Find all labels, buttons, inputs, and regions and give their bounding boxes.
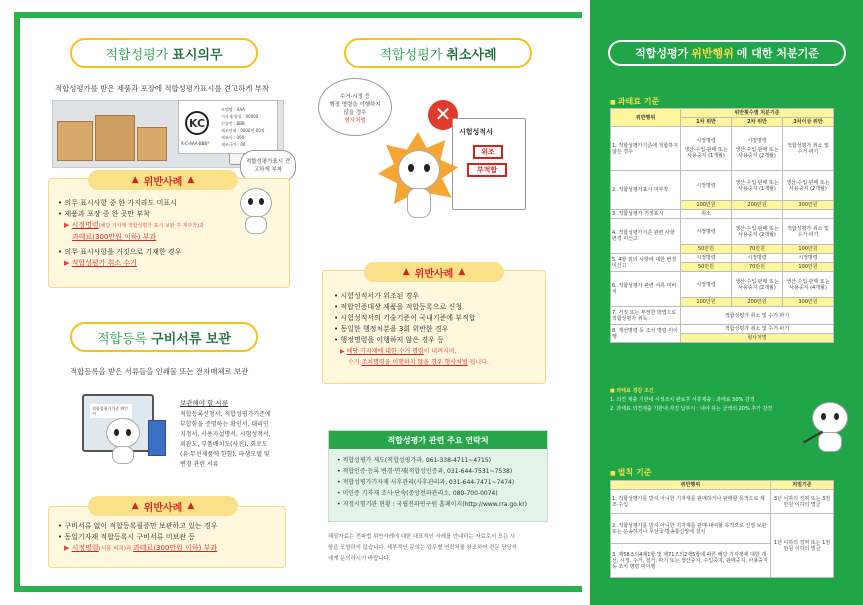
- kc-code: R-C-AAA-BBB*: [181, 141, 210, 146]
- documents-line: 지정서, 사용자설명서, 시험성적서,: [180, 431, 271, 438]
- documents-line: (유·무선제품에 한함), 파생모델 및: [180, 451, 270, 458]
- documents-list: [180, 410, 271, 470]
- list-item: [334, 346, 539, 357]
- header-third: 3차이상 위반: [783, 118, 834, 127]
- penalty-text: 시정명령: [71, 544, 99, 552]
- merged-cell: 형사처벌: [681, 334, 834, 343]
- act-cell: 1. 적합성평가를 받지 아니한 기자재를 판매하거나 판매할 목적으로 제조·수입: [611, 490, 771, 514]
- violation-case-heading: [364, 262, 504, 282]
- penalty-detail: 수거: [348, 359, 362, 366]
- list-item: [58, 220, 243, 232]
- cell-line: 시정명령: [696, 138, 716, 144]
- title-part: 구비서류 보관: [151, 331, 232, 347]
- header-first: 1차 위반: [681, 118, 732, 127]
- title-part: 에 대한 처분기준: [736, 47, 819, 60]
- list-item: [58, 232, 243, 243]
- disclaimer: [328, 532, 550, 565]
- list-item: • 구비서류 없이 적합등록필증만 보관하고 있는 경우: [58, 522, 218, 530]
- list-item: [58, 543, 283, 555]
- penalty-text: 해당 기자재에 대한 수거 명령: [346, 348, 424, 355]
- list-item: • 시험성적서의 기술기준이 국내기준에 부적합: [334, 314, 476, 322]
- act-cell: 7. 거짓 또는 부정한 방법으로 적합성평가 취득: [611, 307, 681, 325]
- contact-item: • 미인증 기자재 조사·단속(중앙전파관리소, 080-700-0074): [337, 490, 498, 497]
- contacts-title: 적합성평가 관련 주요 연락처: [329, 431, 547, 449]
- header-penalty: 처벌기준: [771, 481, 834, 490]
- warning-icon: ▲: [187, 501, 195, 511]
- title-part: 적합성평가: [105, 47, 169, 63]
- list-item: • 의무 표시사항 중 한 가지라도 미표시: [58, 199, 177, 207]
- fine-cell: 50만원: [681, 263, 732, 272]
- cell: [783, 210, 834, 219]
- contact-item: • 지정시험기관 현황 : 국립전파연구원 홈페이지(http://www.rra.go.kr): [337, 501, 527, 508]
- table-row: [611, 307, 834, 325]
- merged-cell: 적합성평가 취소 및 수거·파기: [681, 325, 834, 334]
- reduction-title: ■ 과태료 경감 조건: [610, 388, 654, 394]
- act-cell: 1. 적합성평가기준에 적합하지 않은 경우: [611, 127, 681, 171]
- section-title-cancellation: [344, 38, 532, 68]
- fine-cell: 200만원: [732, 298, 783, 307]
- label-lines: [221, 106, 265, 148]
- cell: 시정명령: [681, 219, 732, 245]
- penalty-text: 과태료(300만원 이하) 부과: [72, 233, 157, 241]
- mascot-character-icon: [104, 418, 142, 466]
- penalty-cell: 3년 이하의 징역 또는 3천만원 이하의 벌금: [771, 490, 834, 514]
- documents-line: 적합등록신청서, 적합성평가기준에: [180, 411, 271, 418]
- disclaimer-line: 해당자료는 전파법 위반사례에 대한 대표적인 사례를 안내하는 자료로서 모든 사: [328, 534, 516, 540]
- label-line: 기자재 명칭 : 00000: [221, 114, 259, 119]
- label-line: 모델명 : AAA: [221, 107, 245, 112]
- display-obligation-desc: 적합성평가를 받은 제품과 포장에 적합성평가표시를 견고하게 부착: [55, 84, 270, 93]
- violation-list: [334, 291, 539, 368]
- cell-line: 생산·수입·판매 또는 사용중지 (1개월): [684, 147, 728, 159]
- cell: 생산·수입·판매 또는 사용중지 (2개월): [732, 219, 783, 245]
- cell: 생산·수입·판매 또는 사용중지 (1개월): [732, 171, 783, 201]
- table-header-row: [611, 481, 834, 490]
- disclaimer-line: 항을 포함하지 않습니다. 세부적인 문의는 업무별 연락처를 참조하여 전문 담당자: [328, 545, 517, 551]
- act-cell: 8. 개선명령 등 조치 명령 미이행: [611, 325, 681, 343]
- title-part: 표시의무: [172, 47, 223, 63]
- violation-list: [58, 198, 243, 269]
- title-part: 위반행위: [691, 47, 734, 60]
- binder-icon: [148, 420, 166, 456]
- act-cell: 2. 적합성평가표시 미부착: [611, 171, 681, 210]
- cell: 시정명령: [681, 171, 732, 201]
- list-item: • 동일기자재 적합등록시 구비서류 미보관 등: [58, 533, 195, 541]
- cell-line: 시정명령: [747, 138, 767, 144]
- table-row: [611, 210, 834, 219]
- violation-case-heading: [88, 496, 238, 516]
- list-item: • 시험성적서가 위조된 경우: [334, 292, 420, 300]
- list-item: • 적합인증대상 제품을 적합등록으로 신청: [334, 303, 462, 311]
- header-act: 위반행위: [611, 109, 681, 127]
- cell: 시정명령: [783, 254, 834, 263]
- bubble-line: 형사처벌: [344, 118, 366, 124]
- cell: [681, 127, 732, 171]
- penalty-standards-heading: ■ 벌칙 기준: [610, 467, 651, 478]
- table-row: [611, 171, 834, 201]
- arrow-text: ▶: [64, 544, 72, 552]
- reduction-conditions: [610, 387, 790, 414]
- bubble-line: 행정 명령을 이행하지: [329, 102, 381, 108]
- penalty-detail: (해당 기자재 적합성평가 표시 보완 후 재부착)과: [98, 223, 204, 229]
- label-line: 제조국가 : 00: [221, 142, 246, 147]
- mascot-character-icon: [236, 188, 276, 236]
- box-icon: [95, 115, 135, 161]
- warning-icon: ▲: [458, 267, 466, 277]
- title-part: 적합성평가: [379, 47, 443, 63]
- fine-standards-table: [610, 108, 834, 343]
- heading-text: 위반사례: [143, 502, 183, 514]
- fine-cell: 100만원: [681, 298, 732, 307]
- test-report-document: [452, 118, 526, 210]
- penalty-text: 과태료(300만원 이하) 부과: [133, 544, 218, 552]
- act-cell: 3. 적합성평가 거짓표시: [611, 210, 681, 219]
- arrow-text: ▶: [340, 348, 347, 355]
- warning-icon: ▲: [131, 501, 139, 511]
- table-header-row: [611, 109, 834, 118]
- box-icon: [57, 121, 93, 161]
- label-line: 신청인 : BBB: [221, 121, 245, 126]
- table-row: [611, 272, 834, 298]
- cell-line: 생산·수입·판매 또는 사용중지 (2개월): [735, 147, 779, 159]
- contact-item: • 적합성평가기자재 사후관리(사후관리과, 031-644-7471~7474): [337, 479, 515, 486]
- documents-line: 외관도, 부품배치도(사진), 회로도: [180, 441, 268, 448]
- fine-cell: 50만원: [681, 245, 732, 254]
- cell: [732, 127, 783, 171]
- table-row: [611, 219, 834, 245]
- header-group: 위반횟수별 처분기준: [681, 109, 834, 118]
- table-row: [611, 254, 834, 263]
- fine-cell: 300만원: [783, 201, 834, 210]
- fine-cell: 300만원: [783, 298, 834, 307]
- table-row: [611, 514, 834, 544]
- penalty-text: 적합성평가 취소 수거: [71, 259, 137, 267]
- section-title-display-obligation: [70, 38, 258, 68]
- cell: 시정명령: [681, 254, 732, 263]
- title-part: 적합성평가: [635, 47, 689, 60]
- disclaimer-line: 에게 문의하시기 바랍니다.: [328, 556, 391, 562]
- screen-label: 적합성평가기준 확인서: [90, 404, 132, 418]
- kc-mark-icon: KC: [185, 111, 209, 135]
- header-act: 위반행위: [611, 481, 771, 490]
- cell: 적합성평가 취소 및 수거·파기: [783, 127, 834, 171]
- title-part: 취소사례: [446, 47, 497, 63]
- table-row: [611, 490, 834, 514]
- penalty-detail: 이 내려지며,: [423, 348, 457, 355]
- disposal-standards-title: [608, 40, 846, 66]
- fine-cell: 100만원: [783, 263, 834, 272]
- documents-line: 변경 관련 서류: [180, 461, 219, 468]
- cell: 시정명령: [681, 272, 732, 298]
- list-item: [58, 258, 243, 269]
- warning-icon: ▲: [402, 267, 410, 277]
- arrow-text: ▶: [64, 221, 72, 229]
- box-icon: [137, 127, 167, 161]
- reduction-item: 2. 과태료 의견제출 기한내 자진 납부시 : 내야 하는 금액의 20% 추가 감경: [610, 406, 773, 412]
- penalty-standards-table: [610, 480, 834, 578]
- label-line: 제조년월 : 0000년 00월: [221, 128, 265, 133]
- violation-list: [58, 521, 283, 555]
- table-row: [611, 127, 834, 171]
- heading-text: 위반사례: [414, 268, 454, 280]
- penalty-cell: 1년 이하의 징역 또는 1천만원 이하의 벌금: [771, 514, 834, 578]
- forged-stamp: 위조: [473, 145, 503, 159]
- fine-cell: 100만원: [783, 245, 834, 254]
- label-line: 제조사 : 000: [221, 135, 245, 140]
- warning-icon: ▲: [131, 175, 139, 185]
- title-part: 적합등록: [96, 331, 148, 347]
- document-title: 시험성적서: [459, 128, 493, 136]
- list-item: • 의무 표시사항을 거짓으로 기재한 경우: [58, 248, 182, 256]
- act-cell: 5. 4항 외의 사항에 대한 변경 미신고: [611, 254, 681, 272]
- fine-cell: 70만원: [732, 263, 783, 272]
- contacts-list: [329, 449, 547, 516]
- penalty-text: 조치명령을 이행하지 않을 경우 형사처벌: [361, 359, 468, 366]
- cell: 취소: [681, 210, 732, 219]
- documents-line: 부합함을 증명하는 확인서, 대리인: [180, 421, 269, 428]
- penalty-detail: (서류 비치)과: [98, 546, 134, 552]
- section-title-document-keeping: [70, 322, 258, 352]
- penalty-detail: 됩니다.: [467, 359, 489, 366]
- list-item: • 행정명령을 이행하지 않은 경우 등: [334, 336, 444, 344]
- act-cell: 3. 제58조의4제1항 및 제71조의2제5항에 따른 해당 기자재에 대한 개선, 시정, 수거, 철거, 파기 또는 생산중지, 수입중지, 판매중지, 사용중지 등 조치 명령 미이행: [611, 544, 771, 578]
- fine-cell: 200만원: [732, 201, 783, 210]
- kc-label-card: [178, 100, 278, 154]
- fine-cell: 70만원: [732, 245, 783, 254]
- speech-bubble: 적합성평가표시 견고하게 부착: [240, 150, 296, 182]
- documents-title: 보관해야 할 서류: [180, 399, 229, 407]
- mascot-character-icon: [398, 150, 440, 230]
- contacts-box: [328, 430, 548, 522]
- cell: 생산·수입·판매 또는 사용중지 (2개월): [783, 171, 834, 201]
- bubble-line: 않을 경우: [343, 110, 367, 116]
- warning-icon: ▲: [187, 175, 195, 185]
- arrow-text: ▶: [64, 259, 72, 267]
- red-x-icon: ✕: [428, 100, 458, 130]
- cell: 생산·수입·판매 또는 사용중지 (2개월): [732, 272, 783, 298]
- cell: 시정명령: [732, 254, 783, 263]
- bubble-line: 수거·시정 등: [339, 94, 371, 100]
- header-second: 2차 위반: [732, 118, 783, 127]
- cell: [732, 210, 783, 219]
- penalty-speech-bubble: [318, 78, 392, 136]
- heading-text: 위반사례: [143, 176, 183, 188]
- fine-standards-heading: ■ 과태료 기준: [610, 96, 659, 107]
- table-row: [611, 325, 834, 334]
- fine-cell: 100만원: [681, 201, 732, 210]
- reduction-item: 1. 의견 제출 기한내 시정조치 완료후 서류제출 : 과태료 50% 감경: [610, 397, 755, 403]
- act-cell: 4. 적합성평가기준 관련 사항 변경 미신고: [611, 219, 681, 254]
- penalty-text: 시정명령: [71, 221, 99, 229]
- cell: 적합성평가 취소 및 수거·파기: [783, 219, 834, 245]
- merged-cell: 적합성평가 취소 및 수거·파기: [681, 307, 834, 325]
- act-cell: 6. 적합성평가 관련 서류 미비치: [611, 272, 681, 307]
- nonconforming-stamp: 부적합: [467, 163, 507, 177]
- act-cell: 2. 적합성평가를 받지 아니한 기자재를 판매·대여할 목적으로 진열·보관 또는 운송하거나 무선국·방송통신망에 설치: [611, 514, 771, 544]
- list-item: • 제품과 포장 중 한 곳만 부착: [58, 210, 150, 218]
- list-item: • 동일한 행정처분을 3회 위반한 경우: [334, 325, 449, 333]
- contact-item: • 적합인증·등록 변경·면제(적합성인증과, 031-644-7531~7538): [337, 468, 513, 475]
- mascot-pointer-icon: [804, 402, 854, 454]
- violation-case-heading: [88, 170, 238, 190]
- list-item: [334, 357, 539, 368]
- document-keeping-desc: 적합등록을 받은 서류들을 인쇄물 또는 전자매체로 보관: [70, 367, 249, 376]
- cell: 생산·수입·판매 또는 사용중지 (4개월): [783, 272, 834, 298]
- contact-item: • 적합성평가 제도(적합성평가과, 061-338-4711~4715): [337, 457, 491, 464]
